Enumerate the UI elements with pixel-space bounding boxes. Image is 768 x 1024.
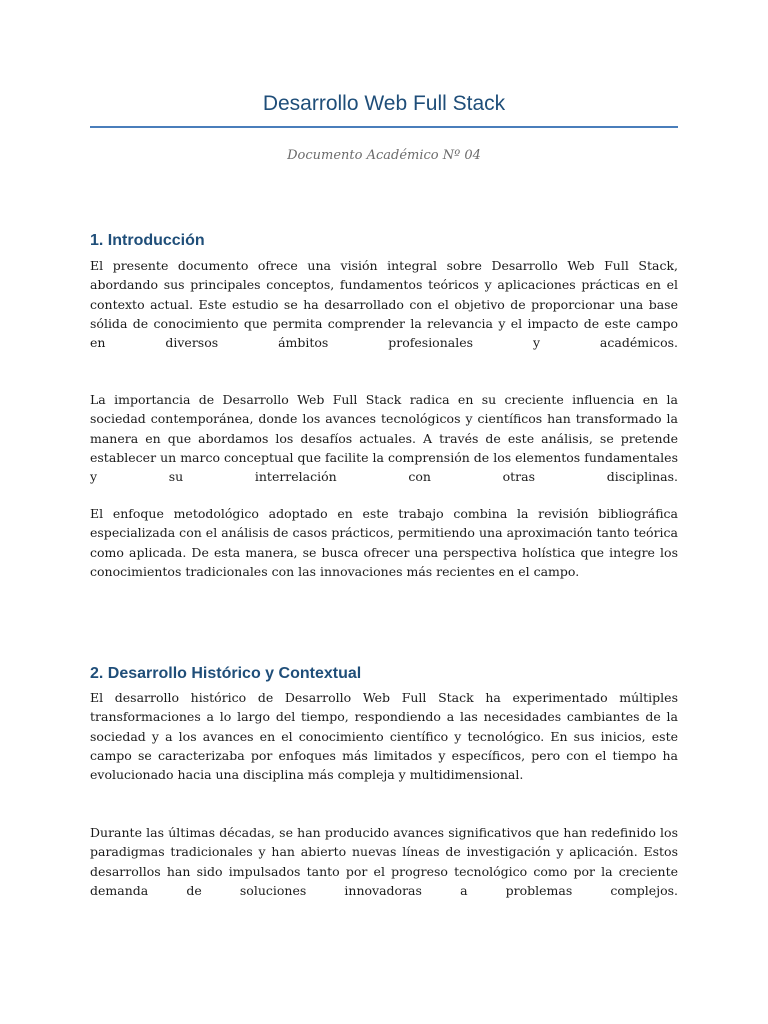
paragraph: Durante las últimas décadas, se han producido avances significativos que han redefinido los paradigmas tradicionales y han abierto nuevas líneas de investigación y aplicación. Estos desarrollos han sido impulsados tanto por el progreso tecnológico como por la creciente demanda de soluciones innovadoras a problemas complejos. — [90, 825, 678, 898]
document-title: Desarrollo Web Full Stack — [262, 92, 506, 115]
paragraph: El presente documento ofrece una visión integral sobre Desarrollo Web Full Stack, abordando sus principales conceptos, fundamentos teóricos y aplicaciones prácticas en el contexto actual. Este estudio se ha desarrollado con el objetivo de proporcionar una base sólida de conocimiento que permita comprender la relevancia y el impacto de este campo en diversos ámbitos profesionales y académicos. — [90, 258, 678, 351]
section-heading-desarrollo-historico: 2. Desarrollo Histórico y Contextual — [90, 665, 362, 682]
paragraph: El desarrollo histórico de Desarrollo Web Full Stack ha experimentado múltiples transformaciones a lo largo del tiempo, respondiendo a las necesidades cambiantes de la sociedad y a los avances en el conocimiento científico y tecnológico. En sus inicios, este campo se caracterizaba por enfoques más limitados y específicos, pero con el tiempo ha evolucionado hacia una disciplina más compleja y multidimensional. — [90, 690, 678, 783]
paragraph: La importancia de Desarrollo Web Full Stack radica en su creciente influencia en la sociedad contemporánea, donde los avances tecnológicos y científicos han transformado la manera en que abordamos los desafíos actuales. A través de este análisis, se pretende establecer un marco conceptual que facilite la comprensión de los elementos fundamentales y su interrelación con otras disciplinas. — [90, 392, 678, 485]
paragraph: El enfoque metodológico adoptado en este trabajo combina la revisión bibliográfica especializada con el análisis de casos prácticos, permitiendo una aproximación tanto teórica como aplicada. De esta manera, se busca ofrecer una perspectiva holística que integre los conocimientos tradicionales con las innovaciones más recientes en el campo. — [90, 506, 678, 579]
title-divider — [90, 126, 678, 128]
section-heading-introduccion: 1. Introducción — [90, 232, 205, 249]
document-subtitle: Documento Académico Nº 04 — [287, 148, 481, 163]
